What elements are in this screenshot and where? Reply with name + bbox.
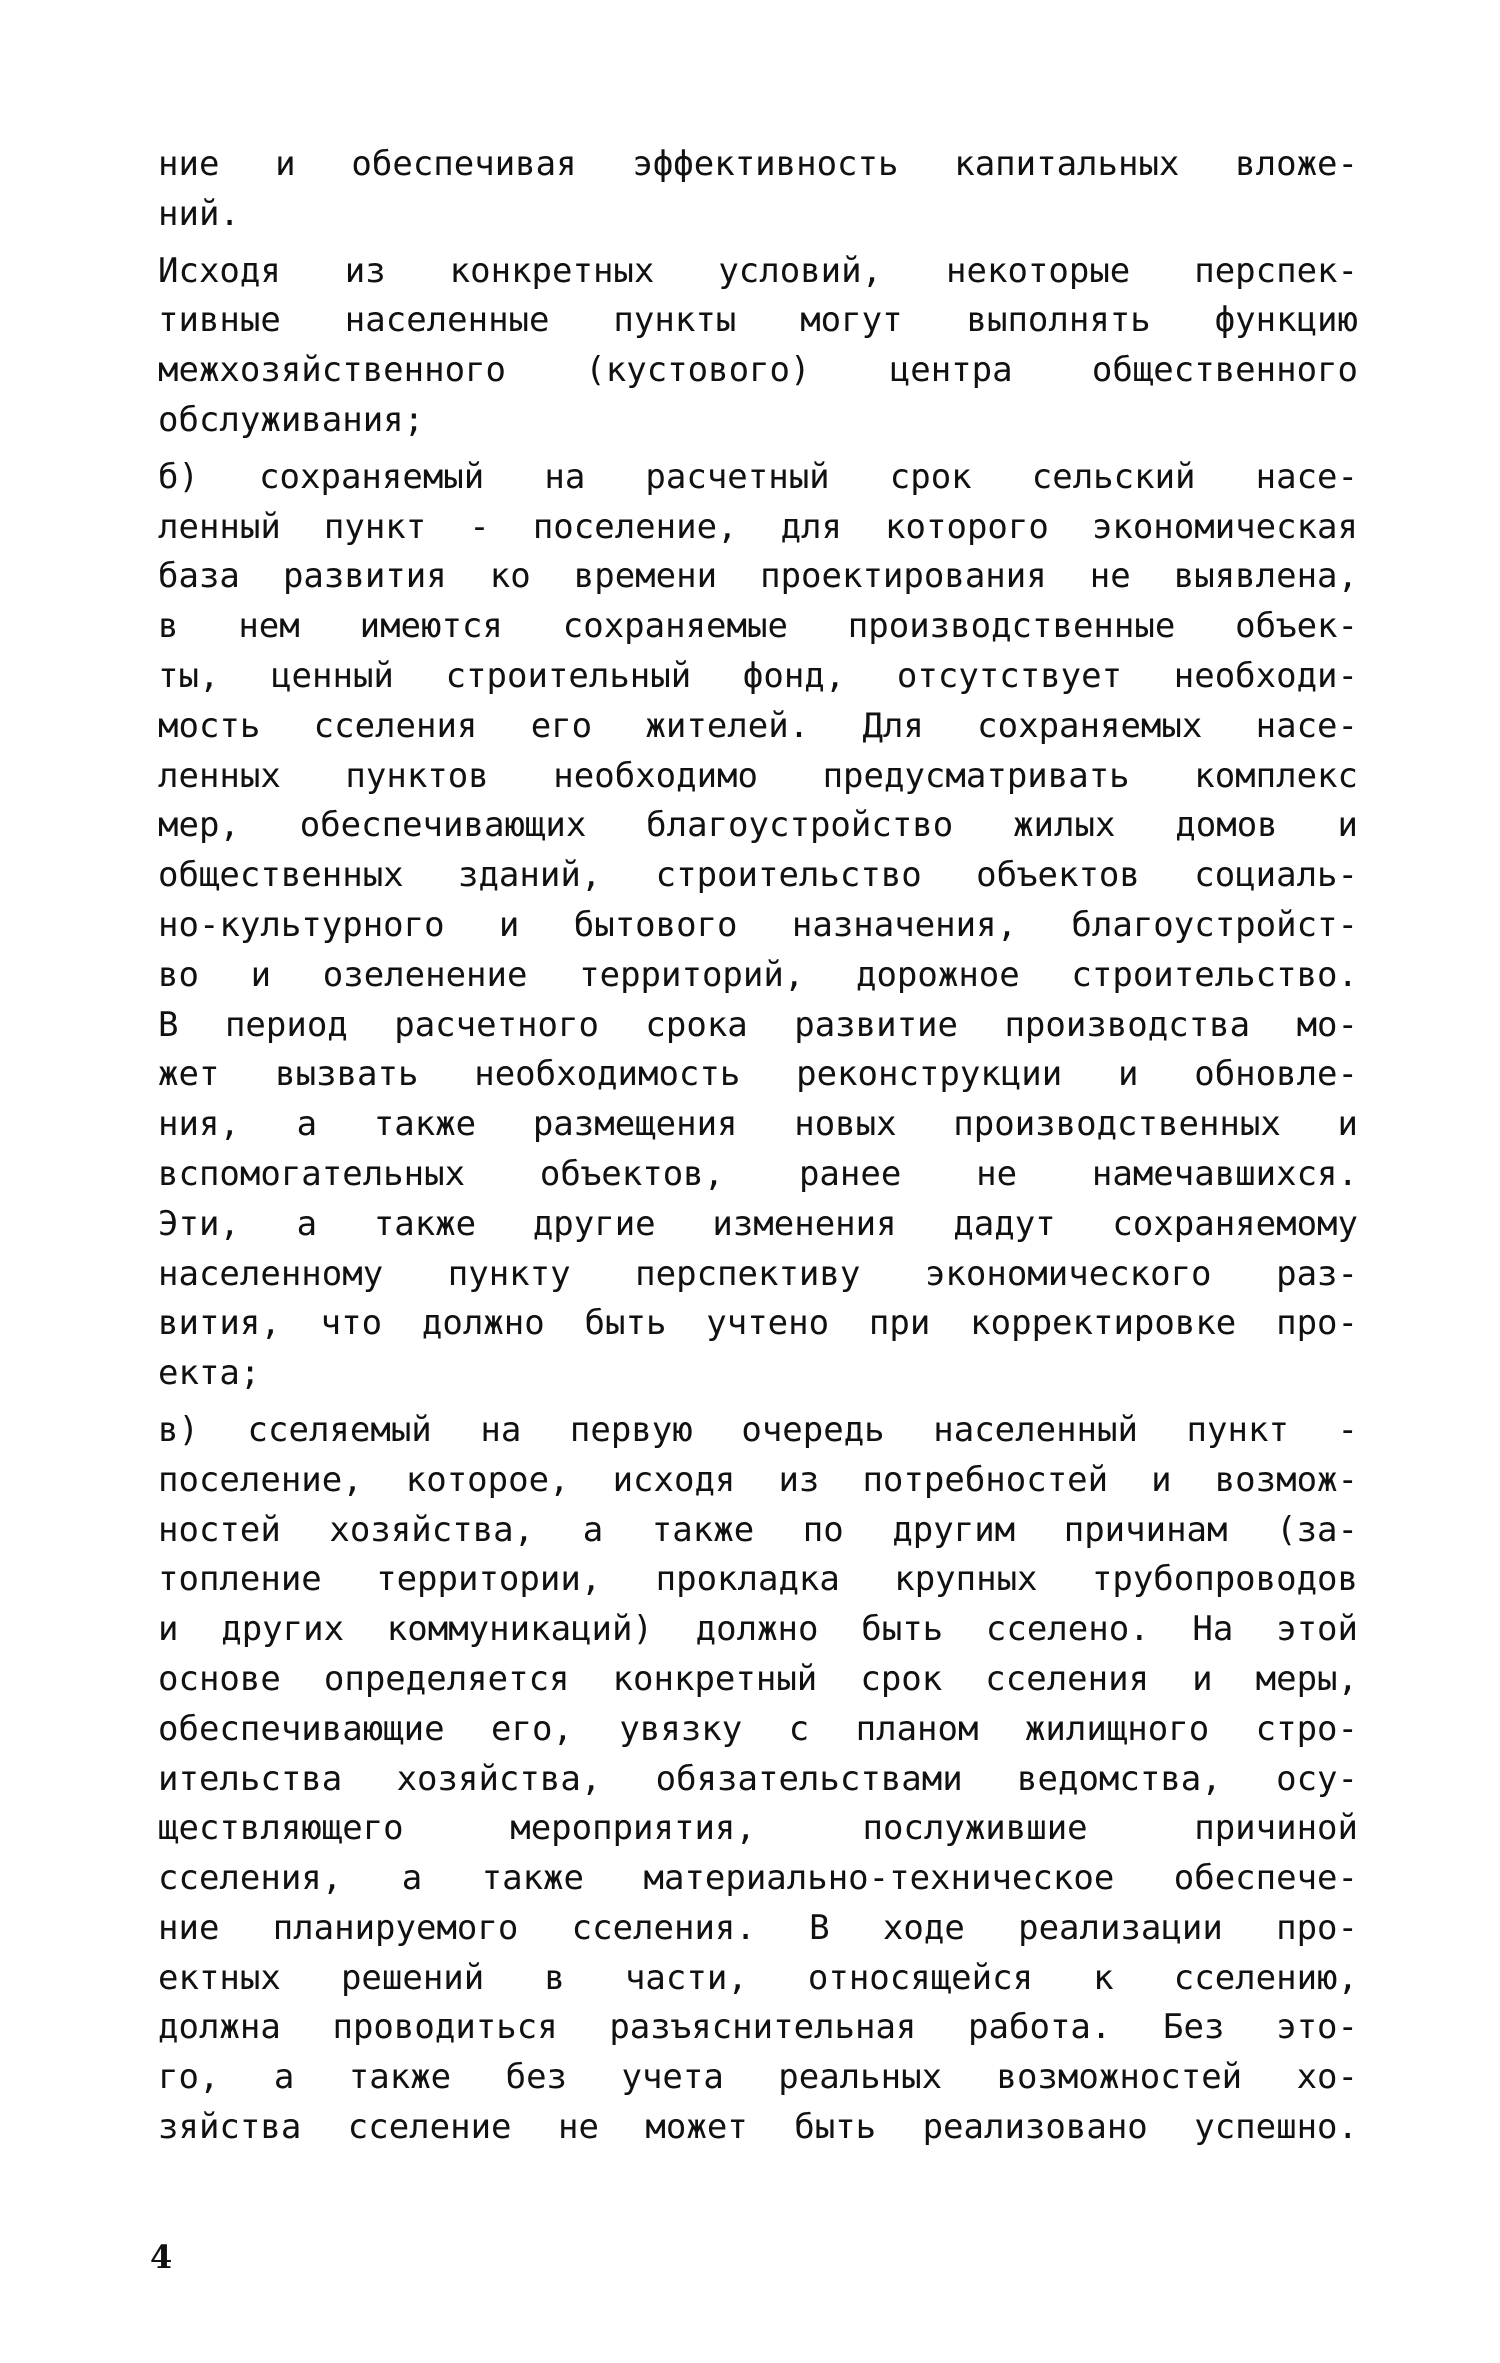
text-line: го, а также без учета реальных возможностей хо- bbox=[158, 2057, 1358, 2098]
text-line: жет вызвать необходимость реконструкции и обновле- bbox=[158, 1054, 1358, 1095]
text-line: межхозяйственного (кустового) центра общественного bbox=[158, 350, 1358, 391]
text-line: поселение, которое, исходя из потребностей и возмож- bbox=[158, 1459, 1358, 1500]
text-line: ленный пункт - поселение, для которого экономическая bbox=[158, 506, 1358, 547]
text-line: зяйства сселение не может быть реализовано успешно. bbox=[158, 2107, 1358, 2148]
text-line: ние и обеспечивая эффективность капитальных вложе- bbox=[158, 144, 1358, 184]
text-line: вития, что должно быть учтено при корректировке про- bbox=[158, 1303, 1358, 1344]
text-line: вспомогательных объектов, ранее не намечавшихся. bbox=[158, 1153, 1358, 1194]
text-line: в) сселяемый на первую очередь населенный пункт - bbox=[158, 1409, 1358, 1450]
text-line: обслуживания; bbox=[158, 399, 425, 440]
text-line: должна проводиться разъяснительная работа. Без это- bbox=[158, 2007, 1358, 2048]
text-line: база развития ко времени проектирования не выявлена, bbox=[158, 556, 1358, 597]
text-line: во и озеленение территорий, дорожное строительство. bbox=[158, 954, 1358, 995]
text-line: мер, обеспечивающих благоустройство жилых домов и bbox=[158, 805, 1358, 846]
text-line: топление территории, прокладка крупных трубопроводов bbox=[158, 1559, 1358, 1600]
page-number: 4 bbox=[150, 2238, 173, 2276]
text-line: екта; bbox=[158, 1353, 261, 1394]
text-line: ществляющего мероприятия, послужившие причиной bbox=[158, 1808, 1358, 1849]
text-line: ленных пунктов необходимо предусматривать комплекс bbox=[158, 755, 1358, 796]
paragraph bbox=[158, 247, 1358, 446]
text-line: ний. bbox=[158, 193, 240, 234]
text-line: и других коммуникаций) должно быть сселено. На этой bbox=[158, 1609, 1358, 1650]
text-line: ния, а также размещения новых производственных и bbox=[158, 1104, 1358, 1145]
text-line: ектных решений в части, относящейся к сселению, bbox=[158, 1957, 1358, 1998]
text-line: но-культурного и бытового назначения, благоустройст- bbox=[158, 904, 1358, 945]
paragraph bbox=[158, 453, 1358, 1399]
text-line: в нем имеются сохраняемые производственные объек- bbox=[158, 606, 1358, 647]
text-line: ние планируемого сселения. В ходе реализации про- bbox=[158, 1907, 1358, 1948]
text-line: обеспечивающие его, увязку с планом жилищного стро- bbox=[158, 1708, 1358, 1749]
text-line: населенному пункту перспективу экономического раз- bbox=[158, 1253, 1358, 1294]
text-line: сселения, а также материально-техническое обеспече- bbox=[158, 1858, 1358, 1899]
text-line: В период расчетного срока развитие производства мо- bbox=[158, 1004, 1358, 1045]
paragraph bbox=[158, 1406, 1358, 2153]
text-line: б) сохраняемый на расчетный срок сельский насе- bbox=[158, 456, 1358, 497]
text-line: основе определяется конкретный срок сселения и меры, bbox=[158, 1658, 1358, 1699]
text-line: мость сселения его жителей. Для сохраняемых насе- bbox=[158, 705, 1358, 746]
text-line: ностей хозяйства, а также по другим причинам (за- bbox=[158, 1509, 1358, 1550]
text-line: ты, ценный строительный фонд, отсутствует необходи- bbox=[158, 655, 1358, 696]
text-line: тивные населенные пункты могут выполнять функцию bbox=[158, 300, 1358, 341]
paragraph bbox=[158, 140, 1358, 240]
text-line: общественных зданий, строительство объектов социаль- bbox=[158, 855, 1358, 896]
text-line: ительства хозяйства, обязательствами ведомства, осу- bbox=[158, 1758, 1358, 1799]
document-page bbox=[158, 140, 1358, 2153]
text-line: Эти, а также другие изменения дадут сохраняемому bbox=[158, 1203, 1358, 1244]
text-line: Исходя из конкретных условий, некоторые перспек- bbox=[158, 250, 1358, 291]
